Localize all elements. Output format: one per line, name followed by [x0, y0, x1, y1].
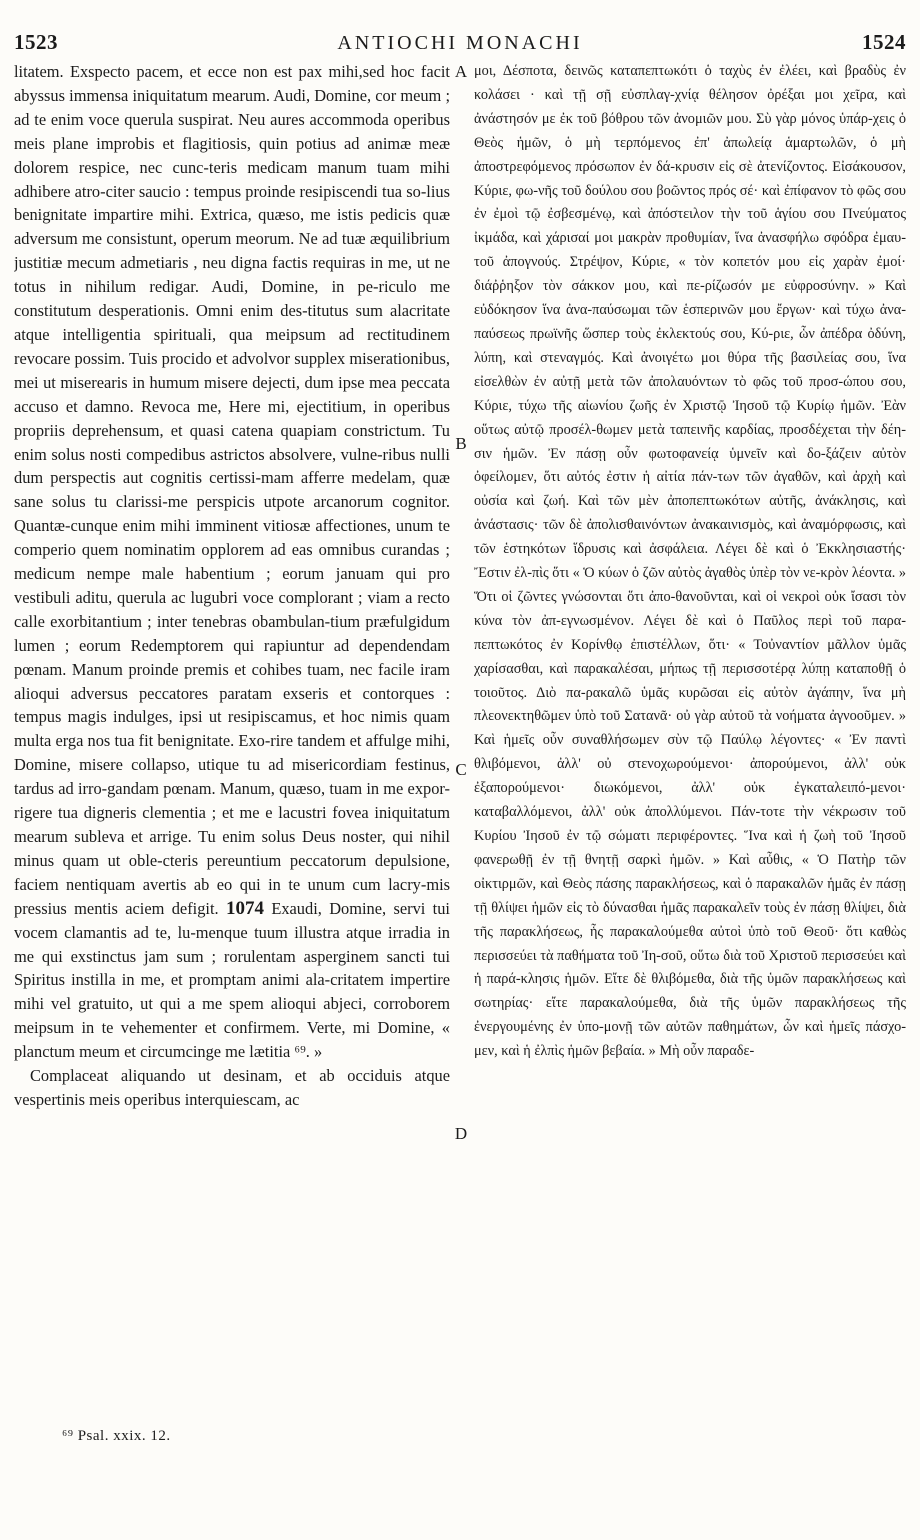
greek-text: μοι, Δέσποτα, δεινῶς καταπεπτωκότι ὁ ταχὺς ἐν ἐλέει, καὶ βραδὺς ἐν κολάσει · καὶ τῇ σῇ εὐσπλαγ-χνίᾳ θέλησον ὀρέξαι μοι χεῖρα, καὶ ἀνάστησόν με ἐκ τοῦ βόθρου τῶν ἀνομιῶν μου. Σὺ γὰρ μόνος ὑπάρ-χεις ὁ Θεὸς ἡμῶν, ὁ μὴ τερπόμενος ἐπ' ἀπωλείᾳ ἁμαρτωλῶν, ὁ μὴ ἀποστρεφόμενος πρόσωπον ἐν δά-κρυσιν εἰς σὲ ἀτενίζοντος. Εἰσάκουσον, Κύριε, φω-νῆς τοῦ δούλου σου βοῶντος πρός σέ· καὶ ἐπίφανον τὸ φῶς σου ἐν ἐμοὶ τῷ ἐσβεσμένῳ, καὶ ἀπόστειλον τὴν τοῦ ἁγίου σου Πνεύματος ἰκμάδα, καὶ χάρισαί μοι μακρὰν προθυμίαν, ἵνα ἀνασφήλω σφόδρα ἐμαυ-τοῦ ἀπογνούς. Στρέψον, Κύριε, « τὸν κοπετόν μου εἰς χαρὰν ἐμοί· διάῤῥηξον τὸν σάκκον μου, καὶ πε-ρίζωσόν με εὐφροσύνην. » Καὶ εὐδόκησον ἵνα ἀνα-παύσωμαι τῶν ἑσπερινῶν μου ἔργων· καὶ τύχω ἀνα-παύσεως πρωϊνῆς ὥσπερ τοὺς ἐκλεκτούς σου, Κύ-ριε, ὧν ἀπέδρα ὀδύνη, λύπη, καὶ στεναγμός. Καὶ ἀνοιγέτω μοι θύρα τῆς βασιλείας σου, ἵνα εἰσελθὼν ἐν αὐτῇ μετὰ τῶν ἀπολαυόντων τὸ φῶς τοῦ προσ-ώπου σου, Κύριε, τύχω τῆς αἰωνίου ζωῆς ἐν Χριστῷ Ἰησοῦ τῷ Κυρίῳ ἡμῶν. Ἐὰν οὕτως αὐτῷ προσέλ-θωμεν μετὰ ταπεινῆς καρδίας, προσδέχεται τὴν δέη-σιν ἡμῶν. Ἐν πάσῃ οὖν φωτοφανείᾳ ὑμνεῖν καὶ δο-ξάζειν αὐτὸν ὀφείλομεν, ὅτι αὐτός ἐστιν ἡ αἰτία πάν-των τῶν ἀγαθῶν, καὶ ἀρχὴ καὶ οὐσία καὶ ζωή. Καὶ τῶν μὲν ἀποπεπτωκότων αὐτῆς, ἀνάκλησις, καὶ ἀνάστασις· τῶν δὲ ἀπολισθαινόντων ἀνακαινισμὸς, καὶ ἀναμόρφωσις, καὶ τῶν ἑστηκότων ἵδρυσις καὶ ἀσφάλεια. Λέγει δὲ καὶ ὁ Ἐκκλησιαστής· Ἔστιν ἐλ-πὶς ὅτι « Ὁ κύων ὁ ζῶν αὐτὸς ἀγαθὸς ὑπὲρ τὸν νε-κρὸν λέοντα. » Ὅτι οἱ ζῶντες γνώσονται ὅτι ἀπο-θανοῦνται, καὶ οἱ νεκροὶ οὐκ ἴσασι τὸν κύνα τὸν ἀπ-εγνωσμένον. Λέγει δὲ καὶ ὁ Παῦλος περὶ τοῦ παρα-πεπτωκότος ἐν Κορίνθῳ ἐπιστέλλων, ὅτι· « Τοὐναντίον μᾶλλον ὑμᾶς χαρίσασθαι, καὶ παρακαλέσαι, μήπως τῇ περισσοτέρᾳ λύπῃ καταποθῇ ὁ τοιοῦτος. Διὸ πα-ρακαλῶ ὑμᾶς κυρῶσαι εἰς αὐτὸν ἀγάπην, ἵνα μὴ πλεονεκτηθῶμεν ὑπὸ τοῦ Σατανᾶ· οὐ γὰρ αὐτοῦ τὰ νοήματα ἀγνοοῦμεν. » Καὶ ἡμεῖς οὖν συναθλήσωμεν σὺν τῷ Παύλῳ λέγοντες· « Ἐν παντὶ θλιβόμενοι, ἀλλ' οὐ στενοχωρούμενοι· ἀπορούμενοι, ἀλλ' οὐκ ἐξαπορούμενοι· διωκόμενοι, ἀλλ' οὐκ ἐγκαταλειπό-μενοι· καταβαλλόμενοι, ἀλλ' οὐκ ἀπολλύμενοι. Πάν-τοτε τὴν νέκρωσιν τοῦ Κυρίου Ἰησοῦ ἐν τῷ σώματι περιφέροντες. Ἵνα καὶ ἡ ζωὴ τοῦ Ἰησοῦ φανερωθῇ ἐν τῇ θνητῇ σαρκὶ ἡμῶν. » Καὶ αὖθις, « Ὁ Πατὴρ τῶν οἰκτιρμῶν, καὶ Θεὸς πάσης παρακλήσεως, καὶ ὁ παρακαλῶν ἡμᾶς ἐν πάσῃ τῇ θλίψει ἡμῶν εἰς τὸ δύνασθαι ἡμᾶς παρακαλεῖν τοὺς ἐν πάσῃ θλίψει, διὰ τῆς παρακλήσεως, ἧς παρακαλούμεθα αὐτοὶ ὑπὸ τοῦ Θεοῦ· ὅτι καθὼς περισσεύει τὰ παθήματα τοῦ Ἰη-σοῦ, οὕτω διὰ τοῦ Χριστοῦ περισσεύει καὶ ἡ παρά-κλησις ἡμῶν. Εἴτε δὲ θλιβόμεθα, διὰ τῆς ὑμῶν παρακλήσεως καὶ σωτηρίας· εἴτε παρακαλούμεθα, διὰ τῆς ὑμῶν παρακλήσεως τῆς ἐνεργουμένης ἐν ὑπο-μονῇ τῶν αὐτῶν παθημάτων, ὧν καὶ ἡμεῖς πάσχο-μεν, καὶ ἡ ἐλπὶς ἡμῶν βεβαία. » Μὴ οὖν παραδε- — [474, 63, 906, 1060]
margin-marker-b: B — [455, 434, 467, 453]
footnote: ⁶⁹ Psal. xxix. 12. — [62, 1428, 171, 1444]
margin-marker-c: C — [455, 760, 467, 779]
running-title: ANTIOCHI MONACHI — [337, 32, 583, 54]
latin-column — [14, 60, 450, 1415]
latin-paragraph-2: Complaceat aliquando ut desinam, et ab occiduis atque vespertinis meis operibus interquiescam, ac — [14, 1066, 450, 1109]
margin-marker-d: D — [454, 1124, 468, 1143]
greek-column — [474, 60, 906, 1415]
latin-paragraph — [14, 60, 450, 1064]
latin-text: litatem. Exspecto pacem, et ecce non est pax mihi,sed hoc facit abyssus immensa iniquitatum mearum. Audi, Domine, cor meum ; ad te enim voce querula suspirat. Neu aures accommoda operibus meis plane improbis et flagitiosis, quin potius ad animæ meæ dolorem respice, nec cunc-teris medicam manum tuam mihi adhibere atro-citer saucio : tempus proinde resipiscendi tua so-lius benignitate impartire mihi. Extrica, quæso, me istis pedicis quæ adversum me consistunt, operum meorum. Ne ad tuæ æquilibrium justitiæ mecum admetiaris , neu digna factis requiras in me, ut ne totus in nihilum redigar. Audi, Domine, in pe-riculo me constitutum desperationis. Omni enim des-titutus sum alacritate atque intelligentia spirituali, qua meipsum ad rectitudinem revocare possim. Tuis procido et advolvor supplex miserationibus, mei ut miserearis in humum misere dejecti, dum ipse mea peccata accuso et damno. Revoca me, Here mi, ejectitium, in operibus propriis deprehensum, et quasi catena quapiam constrictum. Tu enim solus nosti compedibus astrictos absolvere, vulne-ribus nulli dum perspectis aut cognitis certissi-mam afferre medelam, quæ sane solus tu clarissi-me perspicis utpote arcanorum cognitor. Quantæ-cunque enim mihi imminent vitiosæ affectiones, unum te comperio quem nominatim opplorem ad eas omnibus curandas ; medicum nempe male habentium ; eorum januam qui pro vestibuli aditu, querula ac lugubri voce complorant ; viam a recto calle exorbitantium ; inter tenebras obambulan-tium præfulgidum lumen ; eorum Redemptorem qui rapiuntur ad dependendam pœnam. Manum proinde premis et cohibes tuam, nec facile iram alioqui adversus peccatores paratam exseris et contorques : tempus magis indulges, ipsi ut resipiscamus, et hoc nimis quam multa erga nos tua fit benignitate. Exo-rire tandem et affulge mihi, Domine, misere collapso, utique tu ad misericordiam festinus, tardus ad irro-gandam pœnam. Manum, quæso, tuam in me expor-rigere tua digneris clementia ; et me e lacustri fovea iniquitatum mearum subleva et arrige. Tu enim solus Deus noster, qui nihil minus quam ut oble-cteris pereuntium peccatorum depulsione, faciem nentiquam avertis ab eo qui in te unum cum lacry-mis pressius mentis aciem defigit. — [14, 62, 450, 918]
column-number: 1074 — [225, 897, 264, 919]
left-page-number: 1523 — [14, 30, 58, 54]
latin-text-continued: Exaudi, Domine, servi tui vocem clamantis ad te, lu-menque tuum illustra atque irradia in me qui exstinctus jam sum ; rorulentam asperginem sancti tui Spiritus instilla in me, et promptam animi ala-critatem impertire mihi vel gratuito, ut qui a me spem alioqui abjeci, corroborem meipsum in te vehementer et confirmem. Verte, mi Domine, « planctum meum et circumcinge me lætitia ⁶⁹. » — [14, 898, 450, 1062]
page-header — [14, 22, 906, 62]
margin-marker-a: A — [454, 62, 468, 81]
right-page-number: 1524 — [862, 30, 906, 54]
